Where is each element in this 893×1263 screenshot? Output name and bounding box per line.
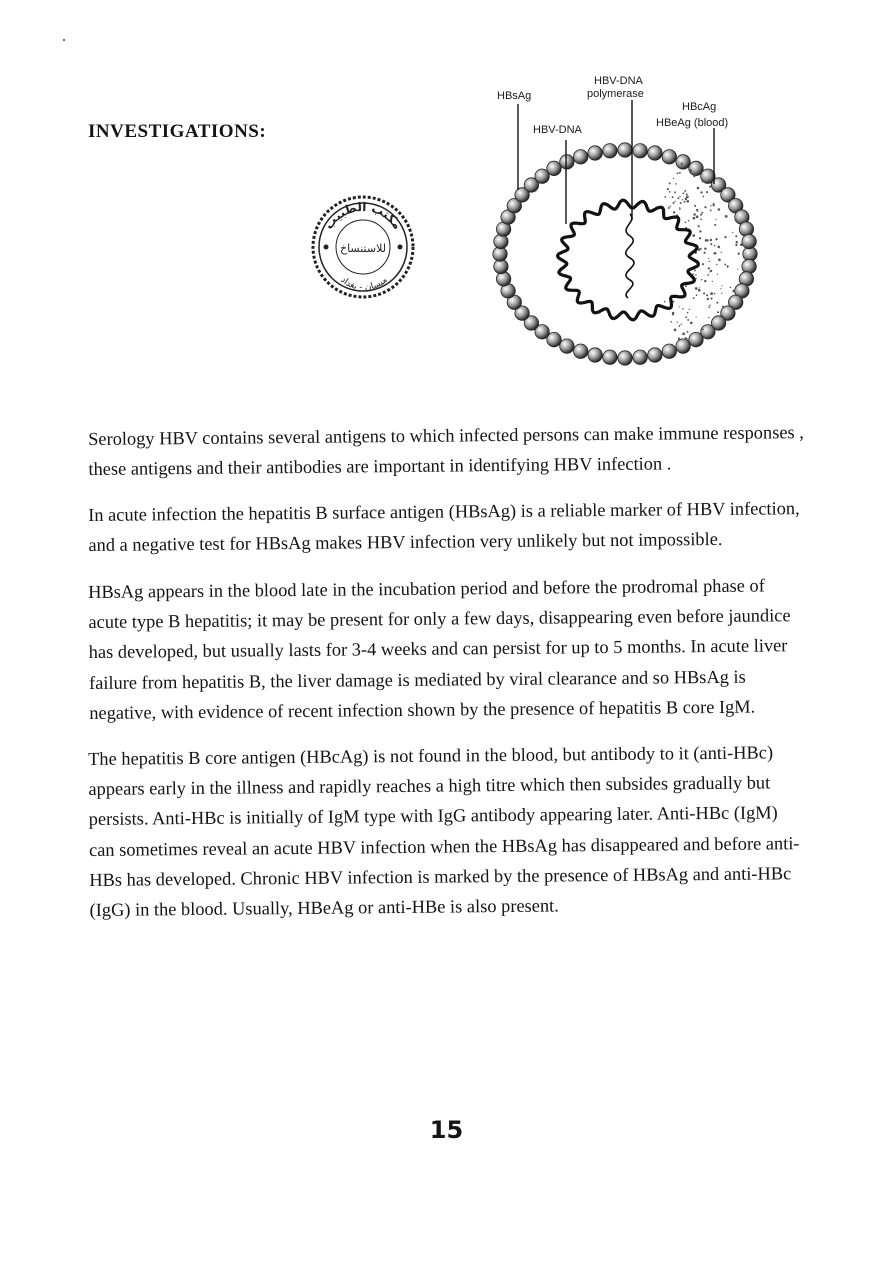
stipple-dot [686, 200, 689, 203]
stipple-dot [693, 217, 696, 220]
stipple-dot [715, 238, 717, 240]
stipple-dot [714, 245, 716, 247]
surface-bead [618, 143, 632, 157]
stipple-dot [679, 196, 680, 197]
stipple-dot [698, 289, 701, 292]
page-number: 15 [429, 1116, 464, 1144]
stipple-dot [685, 285, 687, 287]
surface-bead [494, 234, 508, 248]
surface-bead [739, 222, 753, 236]
stipple-dot [684, 201, 686, 203]
section-heading: INVESTIGATIONS: [88, 121, 267, 142]
stipple-dot [685, 190, 687, 192]
stipple-dot [709, 186, 711, 188]
stipple-dot [679, 208, 681, 210]
surface-bead [588, 146, 602, 160]
stipple-dot [685, 316, 687, 318]
stipple-dot [715, 219, 716, 220]
stipple-dot [712, 281, 713, 282]
stipple-dot [692, 234, 695, 237]
stipple-dot [702, 328, 704, 330]
stipple-dot [682, 199, 683, 200]
stamp-top-text: مكتب الطبيب [321, 199, 405, 232]
stipple-dot [710, 298, 712, 300]
stipple-dot [669, 182, 671, 184]
stipple-dot [704, 280, 706, 282]
stipple-dot [690, 322, 693, 325]
stipple-dot [717, 274, 718, 275]
stipple-dot [703, 292, 705, 294]
stipple-dot [699, 237, 701, 239]
stipple-dot [701, 279, 702, 280]
stipple-dot [702, 180, 704, 182]
surface-bead [633, 144, 647, 158]
stipple-dot [694, 205, 696, 207]
stipple-dot [679, 172, 681, 174]
stipple-dot [706, 239, 709, 242]
stipple-dot [708, 267, 710, 269]
stipple-dot [674, 191, 676, 193]
stipple-dot [707, 274, 709, 276]
stipple-dot [693, 297, 695, 299]
stipple-dot [717, 246, 720, 249]
stipple-dot [737, 269, 738, 270]
stipple-dot [702, 263, 704, 265]
paragraph-hbcag: The hepatitis B core antigen (HBcAg) is not found in the blood, but antibody to it (anti-HBc) appears early in the illness and rapidly reaches a high titre which then subsides gradually but persists. Anti-HBc is initially of IgM type with IgG antibody appearing later. Anti-HBc (IgM) can sometimes reveal an acute HBV infection when the HBsAg has disappeared and before anti-HBs has developed. Chronic HBV infection is marked by the presence of HBsAg and anti-HBc (IgG) in the blood. Usually, HBeAg or anti-HBe is also present. [88, 742, 800, 920]
stipple-dot [710, 205, 711, 206]
stipple-dot [685, 221, 687, 223]
stipple-dot [668, 207, 670, 209]
stipple-dot [685, 337, 687, 339]
stipple-dot [718, 208, 721, 211]
stipple-dot [693, 175, 695, 177]
stipple-dot [670, 321, 672, 323]
stipple-dot [687, 319, 689, 321]
label-hbsag: HBsAg [497, 90, 532, 102]
stipple-dot [724, 264, 726, 266]
stipple-dot [707, 298, 709, 300]
stipple-dot [687, 331, 689, 333]
stipple-dot [730, 287, 732, 289]
stipple-dot [699, 287, 700, 288]
stipple-dot [700, 219, 702, 221]
stipple-dot [700, 214, 702, 216]
stipple-dot [708, 258, 709, 259]
stipple-dot [679, 325, 681, 327]
surface-envelope [493, 143, 757, 365]
stipple-dot [695, 174, 697, 176]
stipple-dot [721, 285, 722, 286]
stipple-dot [724, 236, 726, 238]
stipple-dot [716, 302, 718, 304]
stipple-dot [672, 196, 674, 198]
stipple-dot [708, 261, 709, 262]
stipple-dot [695, 274, 697, 276]
stipple-dot [688, 220, 690, 222]
stipple-dot [689, 169, 692, 172]
stipple-dot [685, 198, 688, 201]
surface-bead [648, 348, 662, 362]
surface-bead [742, 259, 756, 273]
stipple-dot [670, 206, 672, 208]
stipple-dot [673, 202, 675, 204]
stipple-dot [680, 202, 682, 204]
stipple-dot [725, 215, 728, 218]
stipple-dot [732, 232, 733, 233]
stipple-dot [706, 294, 708, 296]
dna-strand [626, 214, 634, 298]
stipple-dot [732, 290, 735, 293]
stipple-dot [682, 333, 685, 336]
label-polymerase: polymerase [587, 88, 644, 100]
stipple-dot [677, 197, 679, 199]
stipple-dot [716, 264, 717, 265]
stipple-dot [694, 269, 696, 271]
stipple-dot [687, 312, 689, 314]
paragraph-hbsag-timing: HBsAg appears in the blood late in the incubation period and before the prodromal phase of acute type B hepatitis; it may be present for only a few days, disappearing even before jaundice has developed, but usually lasts for 3-4 weeks and can persist for up to 5 months. In acute liver failure from hepatitis B, the liver damage is mediated by viral clearance and so HBsAg is negative, with evidence of recent infection shown by the presence of hepatitis B core IgM. [88, 575, 791, 723]
stipple-dot [706, 191, 708, 193]
stipple-dot [695, 287, 698, 290]
stipple-dot [678, 338, 680, 340]
label-hbv-dna-top: HBV-DNA [594, 75, 643, 87]
stipple-dot [677, 172, 679, 174]
stipple-dot [710, 209, 712, 211]
stipple-dot [708, 306, 710, 308]
surface-bead [588, 348, 602, 362]
stipple-dot [697, 187, 700, 190]
stipple-dot [710, 243, 712, 245]
stipple-dot [714, 252, 716, 254]
stipple-dot [686, 193, 688, 195]
stipple-dot [738, 253, 740, 255]
stipple-dot [689, 309, 690, 310]
surface-bead [603, 350, 617, 364]
surface-bead [676, 155, 690, 169]
core-capsid [558, 200, 699, 320]
stipple-dot [721, 252, 722, 253]
stipple-dot [708, 317, 709, 318]
stipple-dot [682, 193, 684, 195]
stipple-dot [714, 224, 716, 226]
stipple-dot [677, 322, 678, 323]
surface-bead [689, 332, 703, 346]
stipple-dot [714, 293, 716, 295]
stamp-center-text: للاستنساخ [339, 242, 387, 255]
surface-bead [676, 339, 690, 353]
stipple-dot [700, 248, 702, 250]
label-hbcag: HBcAg [682, 101, 717, 113]
body-text [88, 424, 806, 941]
surface-bead [618, 351, 632, 365]
stipple-dot [673, 178, 674, 179]
stipple-dot [673, 301, 675, 303]
stipple-dot [696, 215, 699, 218]
stipple-dot [735, 219, 738, 222]
stipple-dot [735, 235, 737, 237]
stamp-bottom-text: ميسان - بغداد [338, 275, 390, 294]
surface-bead [742, 234, 756, 248]
stipple-dot [675, 183, 677, 185]
stipple-dot [673, 211, 675, 213]
surface-bead [603, 144, 617, 158]
stipple-dot [696, 294, 698, 296]
stipple-dot [686, 195, 689, 198]
paragraph-serology: Serology HBV contains several antigens to which infected persons can make immune responses , these antigens and their antibodies are important in identifying HBV infection . [88, 422, 804, 480]
stipple-dot [675, 330, 676, 331]
stipple-dot [720, 288, 721, 289]
stipple-dot [710, 292, 713, 295]
label-hbeag: HBeAg (blood) [656, 117, 729, 129]
surface-bead [662, 344, 676, 358]
stipple-dot [709, 271, 710, 272]
stipple-dot [722, 306, 724, 308]
stipple-dot [736, 241, 738, 243]
surface-bead [662, 150, 676, 164]
label-hbv-dna: HBV-DNA [533, 124, 582, 136]
surface-bead [560, 155, 574, 169]
stipple-dot [667, 188, 669, 190]
paragraph-acute-infection: In acute infection the hepatitis B surface antigen (HBsAg) is a reliable marker of HBV infection, and a negative test for HBsAg makes HBV infection very unlikely but not impossible. [88, 498, 800, 556]
stipple-dot [674, 201, 675, 202]
stipple-dot [717, 311, 719, 313]
stipple-dot [701, 212, 703, 214]
stipple-dot [709, 304, 711, 306]
stipple-dot [678, 306, 679, 307]
stipple-dot [704, 206, 706, 208]
stipple-dot [697, 211, 698, 212]
stipple-dot [699, 230, 701, 232]
scan-speck [63, 39, 65, 41]
hbv-virion-diagram [470, 64, 780, 376]
stipple-dot [721, 293, 722, 294]
stipple-dot [718, 258, 721, 261]
stipple-dot [694, 213, 696, 215]
surface-bead [633, 350, 647, 364]
stipple-dot [740, 243, 743, 246]
stipple-dot [736, 245, 737, 246]
stipple-dot [700, 191, 702, 193]
stipple-dot [698, 225, 700, 227]
surface-bead [574, 150, 588, 164]
stipple-dot [682, 308, 684, 310]
stipple-dot [712, 204, 714, 206]
stipple-dot [710, 239, 712, 241]
stipple-dot [726, 265, 728, 267]
surface-bead [547, 161, 561, 175]
surface-bead [560, 339, 574, 353]
stipple-dot [672, 312, 675, 315]
stipple-dot [669, 191, 671, 193]
stipple-dot [681, 163, 683, 165]
stipple-dot [704, 252, 706, 254]
stipple-dot [684, 191, 685, 192]
surface-bead [648, 146, 662, 160]
stipple-dot [702, 196, 704, 198]
stipple-dot [704, 247, 706, 249]
surface-bead [574, 344, 588, 358]
library-stamp [306, 190, 420, 304]
stipple-dot [664, 301, 666, 303]
stipple-dot [680, 323, 681, 324]
stipple-dot [695, 316, 696, 317]
stipple-dot [664, 196, 666, 198]
surface-bead [496, 272, 510, 286]
